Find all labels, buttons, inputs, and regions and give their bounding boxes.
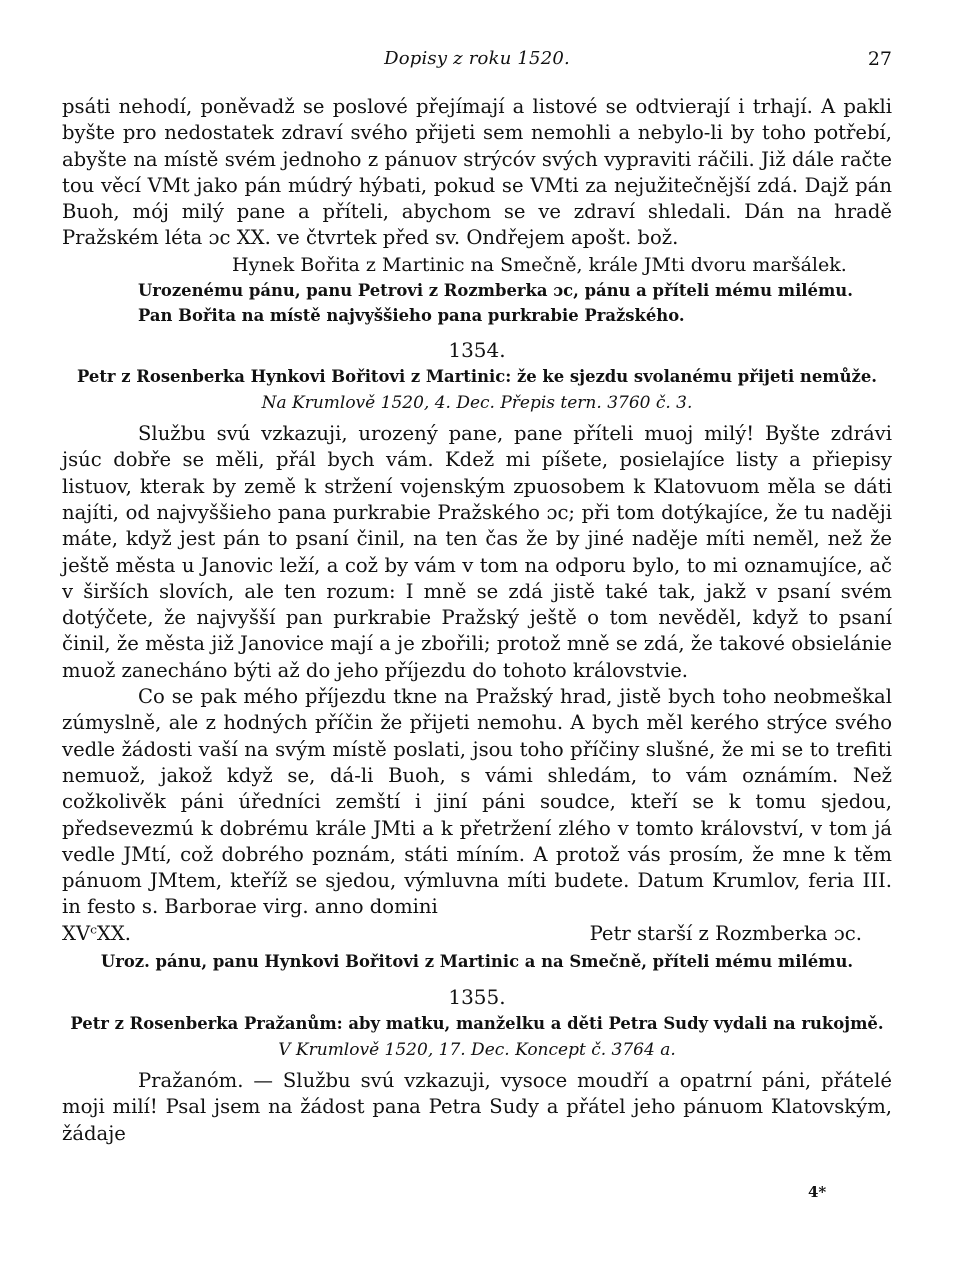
- prev-letter-text: psáti nehodí, poněvadž se poslové přejímají a listové se odtvierají i trhají. A pakli byšte pro nedostatek zdraví svého přijeti sem nemohli a nebylo-li by toho potřebí, abyšte na místě svém jednoho z pánuov strýcóv svých vypraviti ráčili. Již dále račte tou věcí VMt jako pán múdrý hýbati, pokud se VMti za nejužitečnější zdá. Dajž pán Buoh, mój milý pane a příteli, abychom se ve zdraví shledali. Dán na hradě Pražském léta ɔc XX. ve čtvrtek před sv. Ondřejem apošt. bož.: [62, 95, 892, 250]
- letter-1354-title: Petr z Rosenberka Hynkovi Bořitovi z Martinic: že ke sjezdu svolanému přijeti nemůže.: [77, 367, 877, 387]
- letter-1355-source: V Krumlově 1520, 17. Dec. Koncept č. 3764 a.: [278, 1040, 676, 1061]
- letter-1355-paragraph-1: Pražanóm. — Službu svú vzkazuji, vysoce moudří a opatrní páni, přátelé moji milí! Psal jsem na žádost pana Petra Sudy a přátel jeho pánuom Klatovským, žádaje: [62, 1069, 892, 1145]
- letter-1354-paragraph-2-text: Co se pak mého příjezdu tkne na Pražský hrad, jistě bych toho neobmeškal zúmyslně, ale z hodných příčin že přijeti nemohu. A bych měl kerého strýce svého vedle žádosti vaší na svým místě poslati, jsou toho příčiny slušné, že mi se to trefiti nemuož, jakož když se, dá-li Buoh, s vámi shledám, to vám oznámím. Než cožkolivěk páni úředníci zemští i jiní páni soudce, kteří se k tomu sjedou, předsevezmú k dobrému krále JMti a k přetržení zlého v tomto království, v tom já vedle JMtí, což dobrého poznám, státi míním. A protož vás prosím, že mne k těm pánuom JMtem, kteříž se sjedou, výmluvna míti budete. Datum Krumlov, feria III. in festo s. Barborae virg. anno domini: [62, 685, 892, 919]
- letter-1354-closing-line: [62, 921, 892, 947]
- signature-mark: 4*: [808, 1183, 827, 1201]
- letter-1354-source: Na Krumlově 1520, 4. Dec. Přepis tern. 3760 č. 3.: [261, 393, 693, 414]
- page-content: [62, 94, 892, 1147]
- letter-1355-number: 1355.: [448, 985, 506, 1010]
- prev-letter-signature: Hynek Bořita z Martinic na Smečně, krále JMti dvoru maršálek.: [232, 253, 847, 276]
- letter-1354-address: Uroz. pánu, panu Hynkovi Bořitovi z Martinic a na Smečně, příteli mému milému.: [100, 952, 854, 972]
- page-number: 27: [867, 48, 892, 70]
- prev-letter-address: Urozenému pánu, panu Petrovi z Rozmberka ɔc, pánu a příteli mému milému.: [138, 281, 853, 301]
- letter-1354-paragraph-1: Službu svú vzkazuji, urozený pane, pane příteli muoj milý! Byšte zdrávi jsúc dobře se měli, přál bych vám. Kdež mi píšete, posielajíce listy a přiepisy listuov, kterak by země k stržení vojenským zpuosobem k Klatovuom měla se dáti najíti, od najvyššieho pana purkrabie Pražského ɔc; při tom dotýkajíce, že tu naději máte, když jest pán to psaní činil, na ten čas že by jiné naděje míti neměl, než že ještě města u Janovic leží, a což by vám v tom na odporu bylo, to mi oznamujíce, ač v širších slovích, ale ten rozum: I mně se zdá jistě také tak, jakž v psaní svém dotýčete, že najvyšší pan purkrabie Pražský ještě o tom nevěděl, když to psaní činil, že města již Janovice mají a je zbořili; protož mně se zdá, že takové obsielánie muož zanecháno býti až do jeho příjezdu do tohoto královstvie.: [62, 422, 892, 682]
- letter-1354-paragraph-2: [62, 684, 892, 921]
- prev-letter-note: Pan Bořita na místě najvyššieho pana purkrabie Pražského.: [138, 306, 685, 326]
- letter-1354-signature: Petr starší z Rozmberka ɔc.: [589, 921, 862, 945]
- page-header: [62, 48, 892, 78]
- running-title: Dopisy z roku 1520.: [384, 48, 570, 69]
- letter-1354-date-tail: XVᶜXX.: [62, 921, 132, 945]
- letter-1355-title: Petr z Rosenberka Pražanům: aby matku, manželku a děti Petra Sudy vydali na rukojmě.: [70, 1014, 884, 1034]
- letter-1354-number: 1354.: [448, 338, 506, 363]
